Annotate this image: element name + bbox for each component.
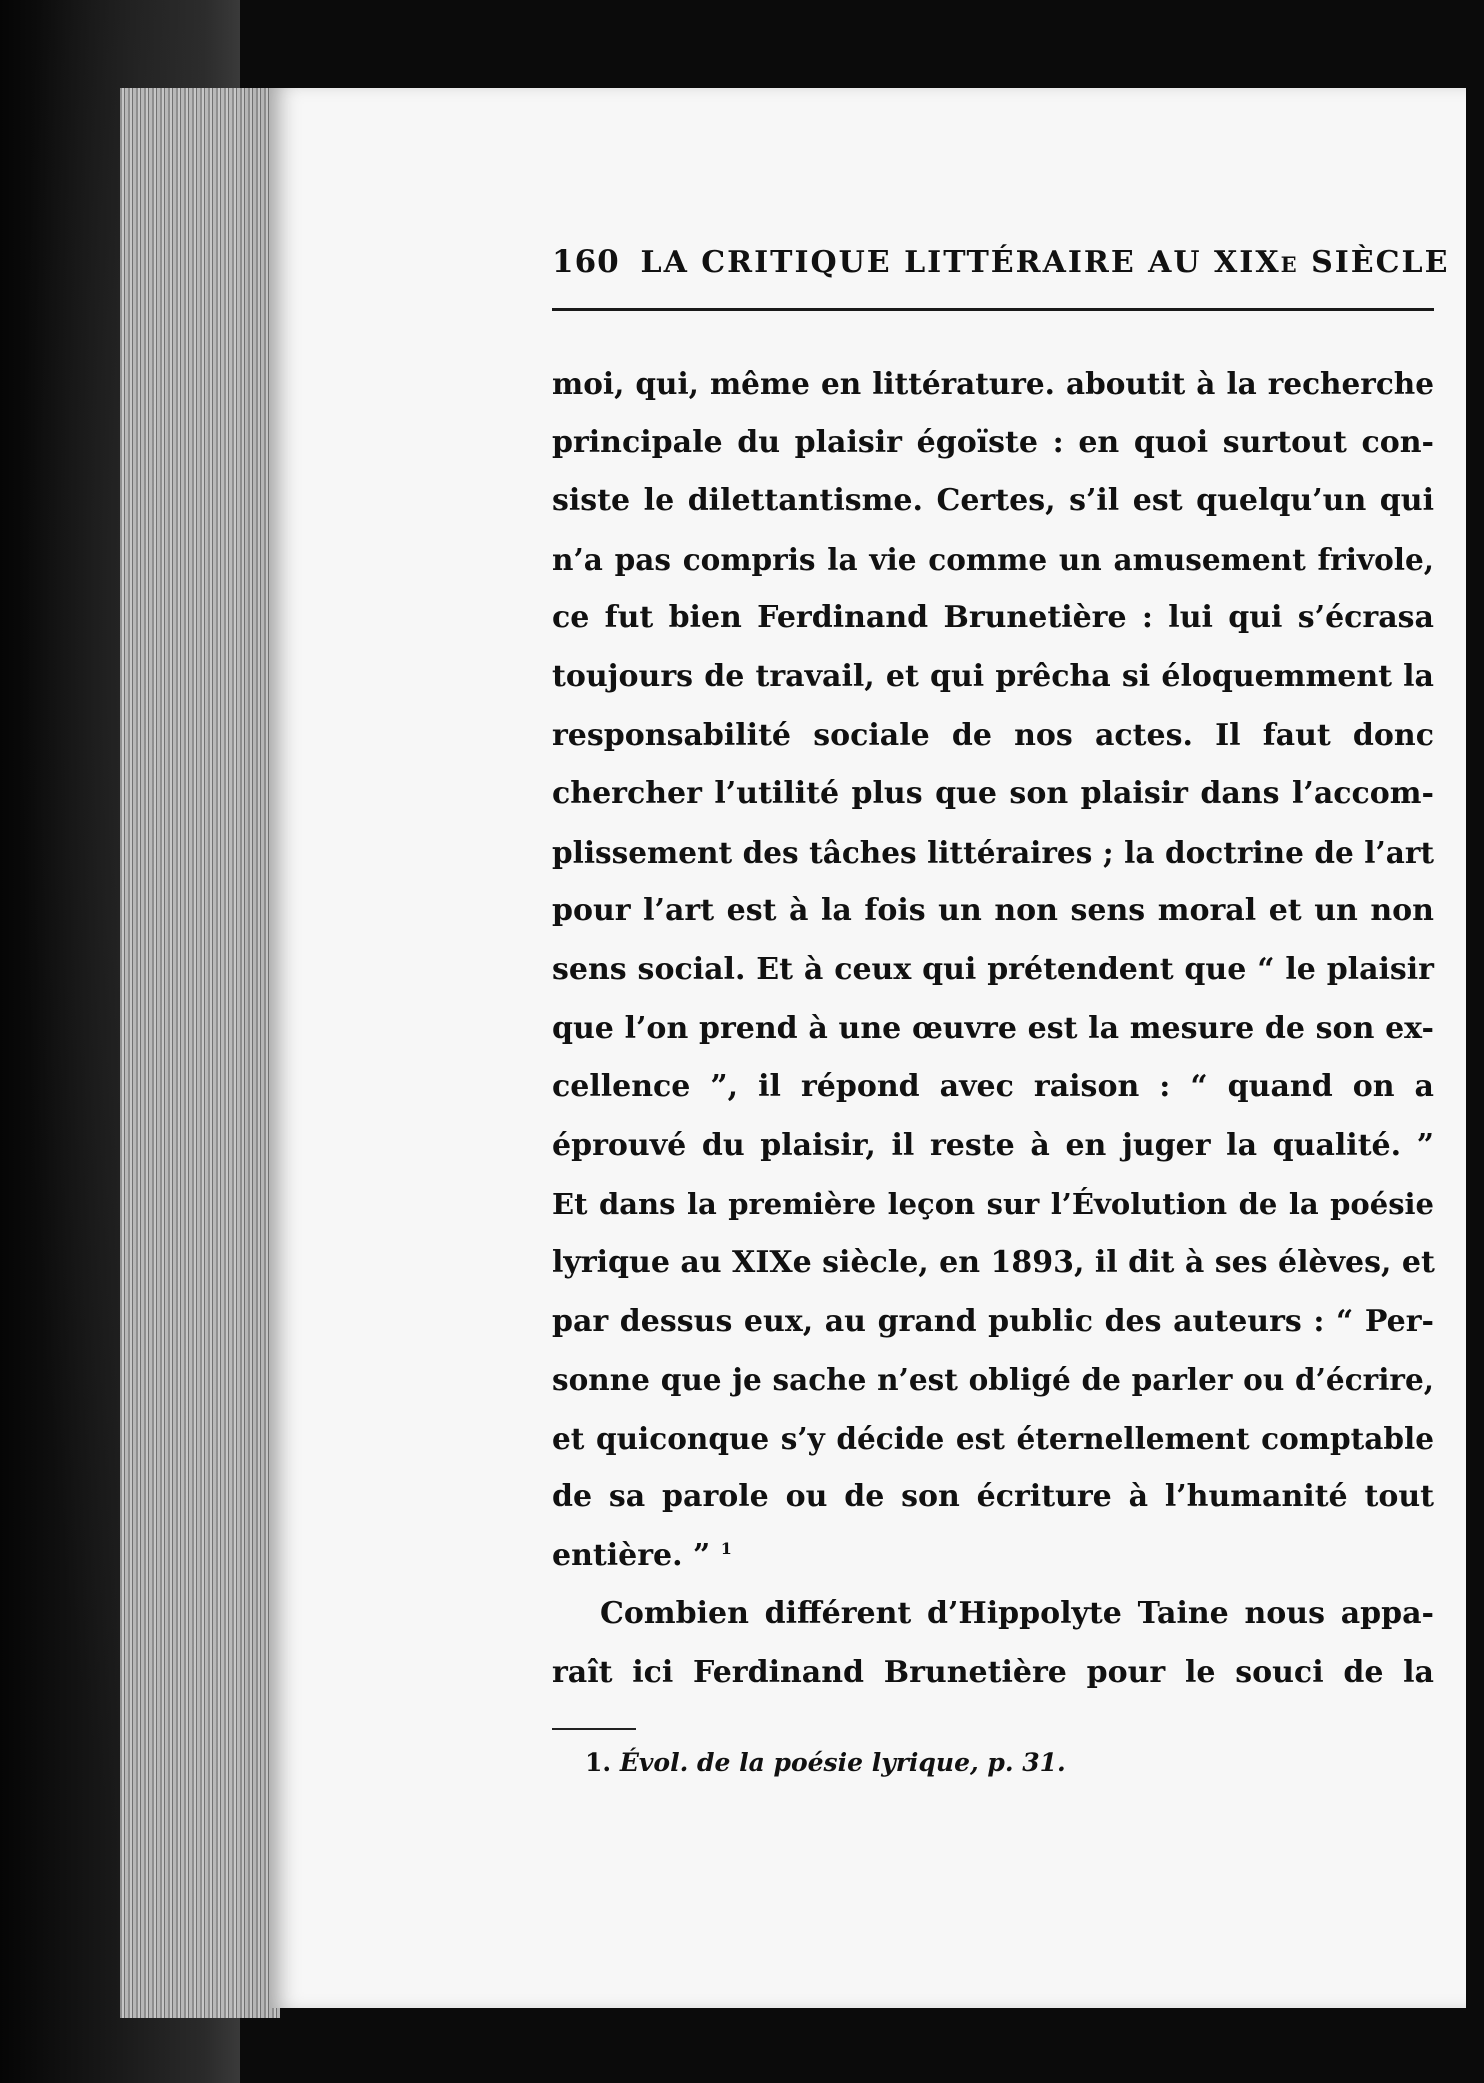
text-line-content: toujours de travail, et qui prêcha si éloquemment la [552, 658, 1434, 694]
text-line-content: que l’on prend à une œuvre est la mesure de son ex- [552, 1010, 1434, 1046]
text-line-content: sonne que je sache n’est obligé de parler ou d’écrire, [552, 1362, 1434, 1398]
footnote-rule [552, 1728, 636, 1730]
header-rule [552, 308, 1434, 311]
book-page-edges [120, 88, 280, 2018]
text-line-content: éprouvé du plaisir, il reste à en juger la qualité. ” [552, 1127, 1434, 1163]
footnote [585, 1748, 1066, 1777]
text-line [552, 707, 1434, 766]
text-line [552, 355, 1434, 414]
text-line-content: principale du plaisir égoïste : en quoi surtout con- [552, 424, 1434, 460]
text-line [552, 1468, 1434, 1527]
text-line-content: plissement des tâches littéraires ; la doctrine de l’art [552, 834, 1434, 870]
text-line-content: ce fut bien Ferdinand Brunetière : lui qui s’écrasa [552, 600, 1434, 636]
text-line [552, 882, 1434, 941]
footnote-reference: 1 [720, 1538, 732, 1558]
text-line-content: siste le dilettantisme. Certes, s’il est quelqu’un qui [552, 483, 1434, 519]
text-line-content: responsabilité sociale de nos actes. Il faut donc [552, 717, 1434, 753]
text-line [552, 765, 1434, 824]
scan-right-border [1466, 60, 1484, 2083]
text-line [552, 1585, 1434, 1644]
text-line-content: lyrique au XIXe siècle, en 1893, il dit à ses élèves, et [552, 1244, 1435, 1280]
text-line [552, 1351, 1434, 1410]
text-line [552, 1000, 1434, 1059]
text-line [552, 1293, 1434, 1352]
text-line-content: Et dans la première leçon sur l’Évolution de la poésie [552, 1187, 1434, 1222]
text-line [552, 1410, 1434, 1469]
text-line [552, 941, 1434, 1000]
body-text [552, 355, 1434, 1703]
text-line [552, 531, 1434, 590]
text-line-content: cellence ”, il répond avec raison : “ quand on a [552, 1069, 1434, 1105]
text-line-content: chercher l’utilité plus que son plaisir dans l’accom- [552, 776, 1434, 812]
text-line [552, 589, 1434, 648]
text-line [552, 1117, 1434, 1176]
text-line-content: de sa parole ou de son écriture à l’humanité tout [552, 1479, 1434, 1515]
text-line [552, 414, 1434, 473]
text-line-content: entière. ” [552, 1537, 711, 1573]
running-title: LA CRITIQUE LITTÉRAIRE AU XIXe SIÈCLE [640, 245, 1450, 280]
page-number: 160 [552, 244, 620, 280]
text-line-content: Combien différent d’Hippolyte Taine nous appa- [600, 1596, 1434, 1632]
text-line-content: pour l’art est à la fois un non sens moral et un non [552, 893, 1434, 929]
text-line [552, 824, 1434, 883]
text-line-content: n’a pas compris la vie comme un amusement frivole, [552, 541, 1434, 577]
footnote-number: 1. [585, 1748, 612, 1777]
text-line-content: et quiconque s’y décide est éternellement comptable [552, 1420, 1434, 1456]
text-line [552, 1058, 1434, 1117]
text-line-content: par dessus eux, au grand public des auteurs : “ Per- [552, 1303, 1434, 1339]
text-line-content: raît ici Ferdinand Brunetière pour le souci de la [552, 1655, 1434, 1691]
text-line [552, 1234, 1434, 1293]
text-line [552, 1175, 1434, 1234]
text-line [552, 648, 1434, 707]
running-head [552, 244, 1450, 284]
text-line [552, 1527, 1434, 1586]
text-line-content: moi, qui, même en littérature. aboutit à la recherche [552, 366, 1434, 401]
text-line [552, 472, 1434, 531]
text-line-content: sens social. Et à ceux qui prétendent que “ le plaisir [552, 951, 1434, 987]
footnote-text: Évol. de la poésie lyrique, p. 31. [619, 1748, 1066, 1777]
text-line [552, 1644, 1434, 1703]
